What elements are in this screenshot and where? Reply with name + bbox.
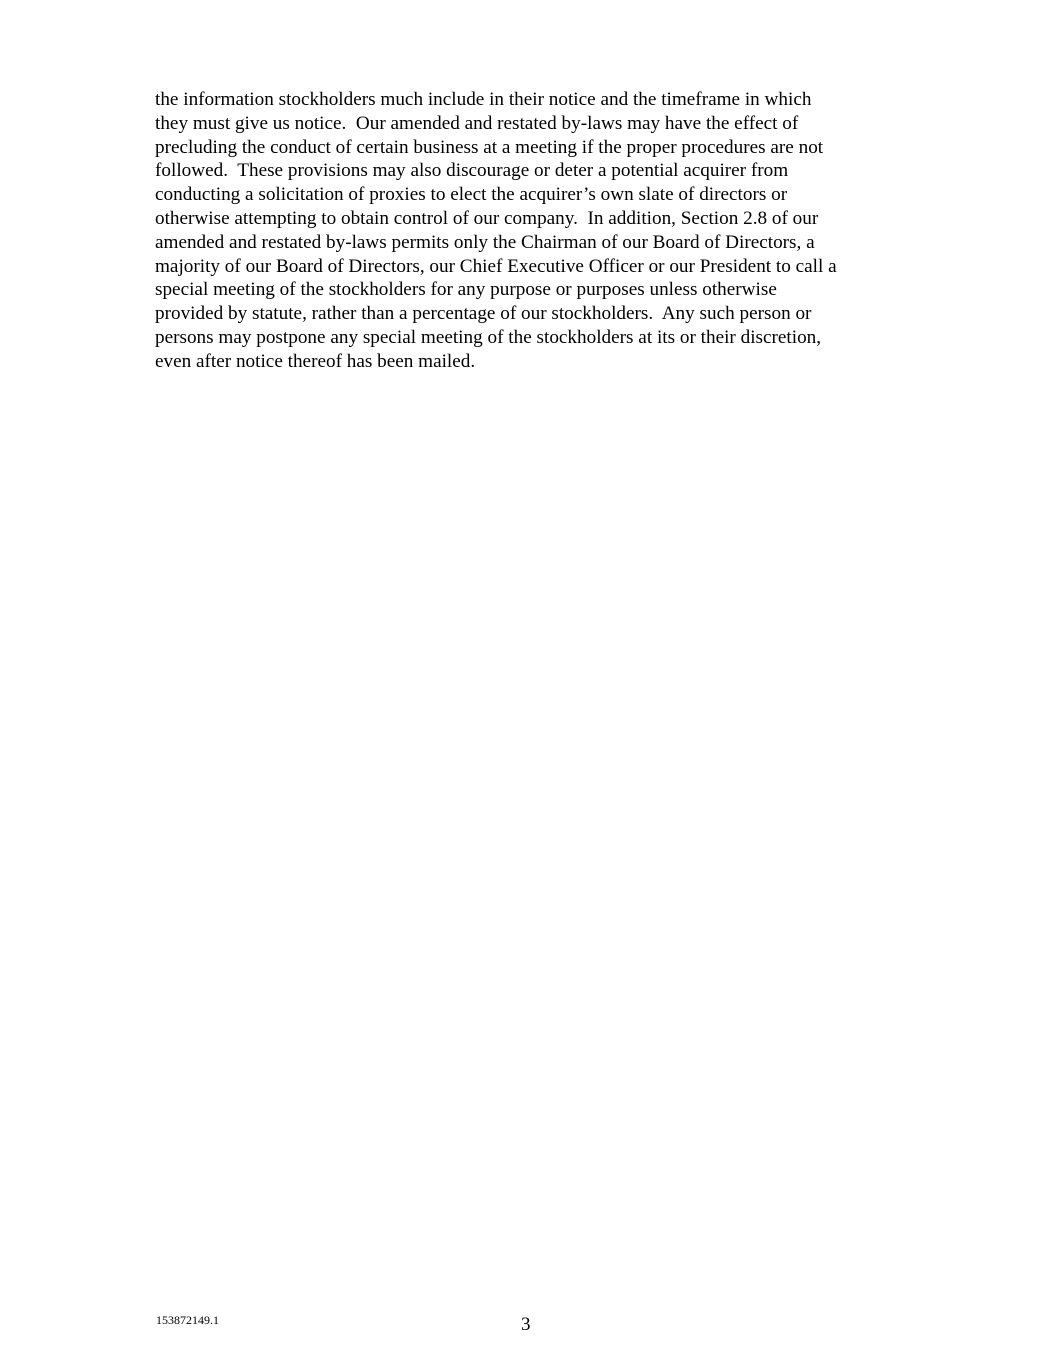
paragraph-line: persons may postpone any special meeting of the stockholders at its or their discretion, [155, 326, 822, 348]
body-paragraph [155, 88, 915, 374]
paragraph-line: amended and restated by-laws permits only the Chairman of our Board of Directors, a [155, 231, 815, 253]
paragraph-line: precluding the conduct of certain business at a meeting if the proper procedures are not [155, 136, 824, 158]
paragraph-line: the information stockholders much include in their notice and the timeframe in which [155, 89, 812, 110]
paragraph-line: even after notice thereof has been mailed. [155, 350, 476, 372]
document-id: 153872149.1 [156, 1313, 219, 1327]
paragraph-line: they must give us notice. Our amended and restated by-laws may have the effect of [155, 112, 799, 134]
paragraph-line: special meeting of the stockholders for any purpose or purposes unless otherwise [155, 279, 777, 301]
paragraph-line: conducting a solicitation of proxies to elect the acquirer’s own slate of directors or [155, 184, 788, 206]
paragraph-line: otherwise attempting to obtain control of our company. In addition, Section 2.8 of our [155, 207, 819, 229]
paragraph-line: provided by statute, rather than a percentage of our stockholders. Any such person or [155, 303, 812, 325]
paragraph-line: followed. These provisions may also discourage or deter a potential acquirer from [155, 160, 789, 182]
page-number: 3 [521, 1314, 531, 1335]
paragraph-line: majority of our Board of Directors, our Chief Executive Officer or our President to call a [155, 255, 837, 277]
